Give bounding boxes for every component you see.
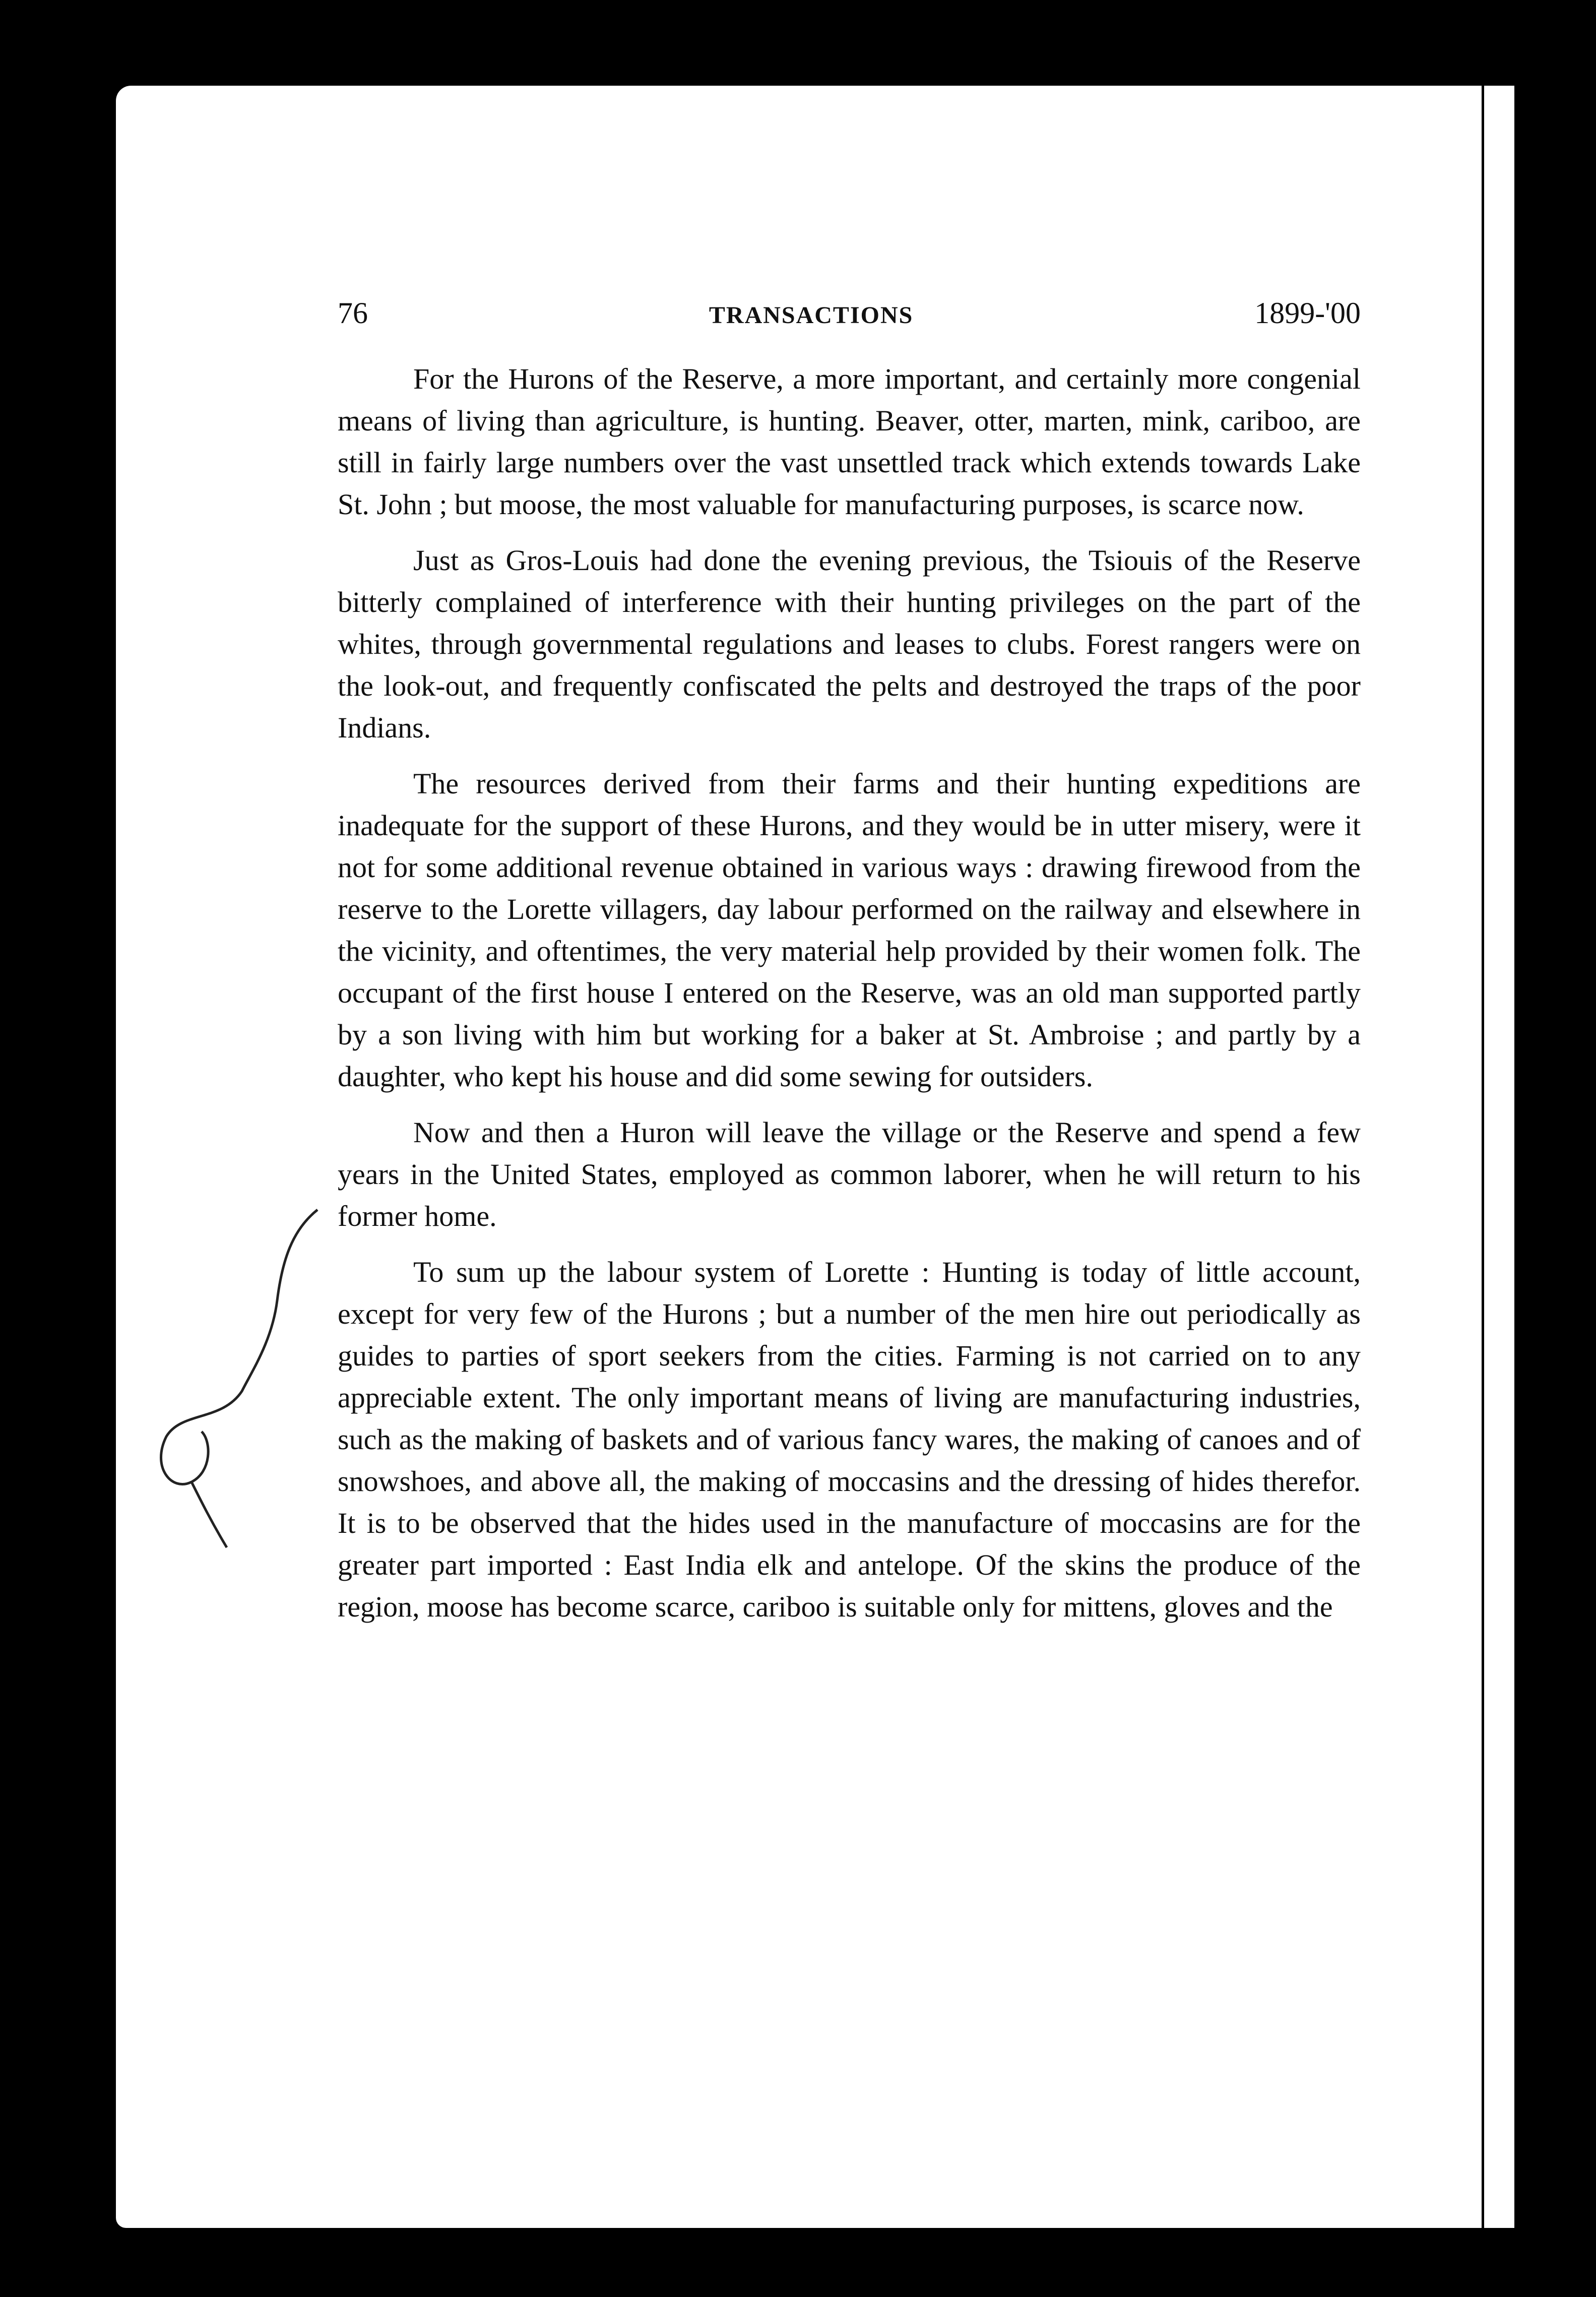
paragraph-hunting: For the Hurons of the Reserve, a more important, and certainly more congenial means of living than agriculture, is hunting. Beaver, otter, marten, mink, cariboo, are still in fairly large numbers over the vast unsettled track which extends towards Lake St. John ; but moose, the most valuable for manufacturing purposes, is scarce now. [338, 362, 1361, 521]
running-title: TRANSACTIONS [709, 302, 914, 329]
page-number: 76 [338, 296, 368, 330]
page-content [338, 292, 1361, 1642]
paragraph-complaints: Just as Gros-Louis had done the evening previous, the Tsiouis of the Reserve bitterly complained of interference with their hunting privileges on the part of the whites, through governmental regulations and leases to clubs. Forest rangers were on the look-out, and frequently confiscated the pelts and destroyed the traps of the poor Indians. [338, 544, 1361, 744]
paragraph-emigration: Now and then a Huron will leave the village or the Reserve and spend a few years in the United States, employed as common laborer, when he will return to his former home. [338, 1116, 1361, 1232]
paragraph-summary: To sum up the labour system of Lorette : Hunting is today of little account, except for very few of the Hurons ; but a number of the men hire out periodically as guides to parties of sport seekers from the cities. Farming is not carried on to any appreciable extent. The only important means of living are manufacturing industries, such as the making of baskets and of various fancy wares, the making of canoes and of snowshoes, and above all, the making of moccasins and the dressing of hides therefor. It is to be observed that the hides used in the manufacture of moccasins are for the greater part imported : East India elk and antelope. Of the skins the produce of the region, moose has become scarce, cariboo is suitable only for mittens, gloves and the [338, 1256, 1361, 1623]
page-edge-strip [1484, 86, 1514, 2228]
paragraph-resources: The resources derived from their farms and their hunting expeditions are inadequate for the support of these Hurons, and they would be in utter misery, were it not for some additional revenue obtained in various ways : drawing firewood from the reserve to the Lorette villagers, day labour performed on the railway and elsewhere in the vicinity, and oftentimes, the very material help provided by their women folk. The occupant of the first house I entered on the Reserve, was an old man supported partly by a son living with him but working for a baker at St. Ambroise ; and partly by a daughter, who kept his house and did some sewing for outsiders. [338, 767, 1361, 1093]
running-head [338, 292, 1361, 358]
year-range: 1899-'00 [1254, 296, 1361, 330]
handwritten-margin-mark [151, 1200, 343, 1563]
